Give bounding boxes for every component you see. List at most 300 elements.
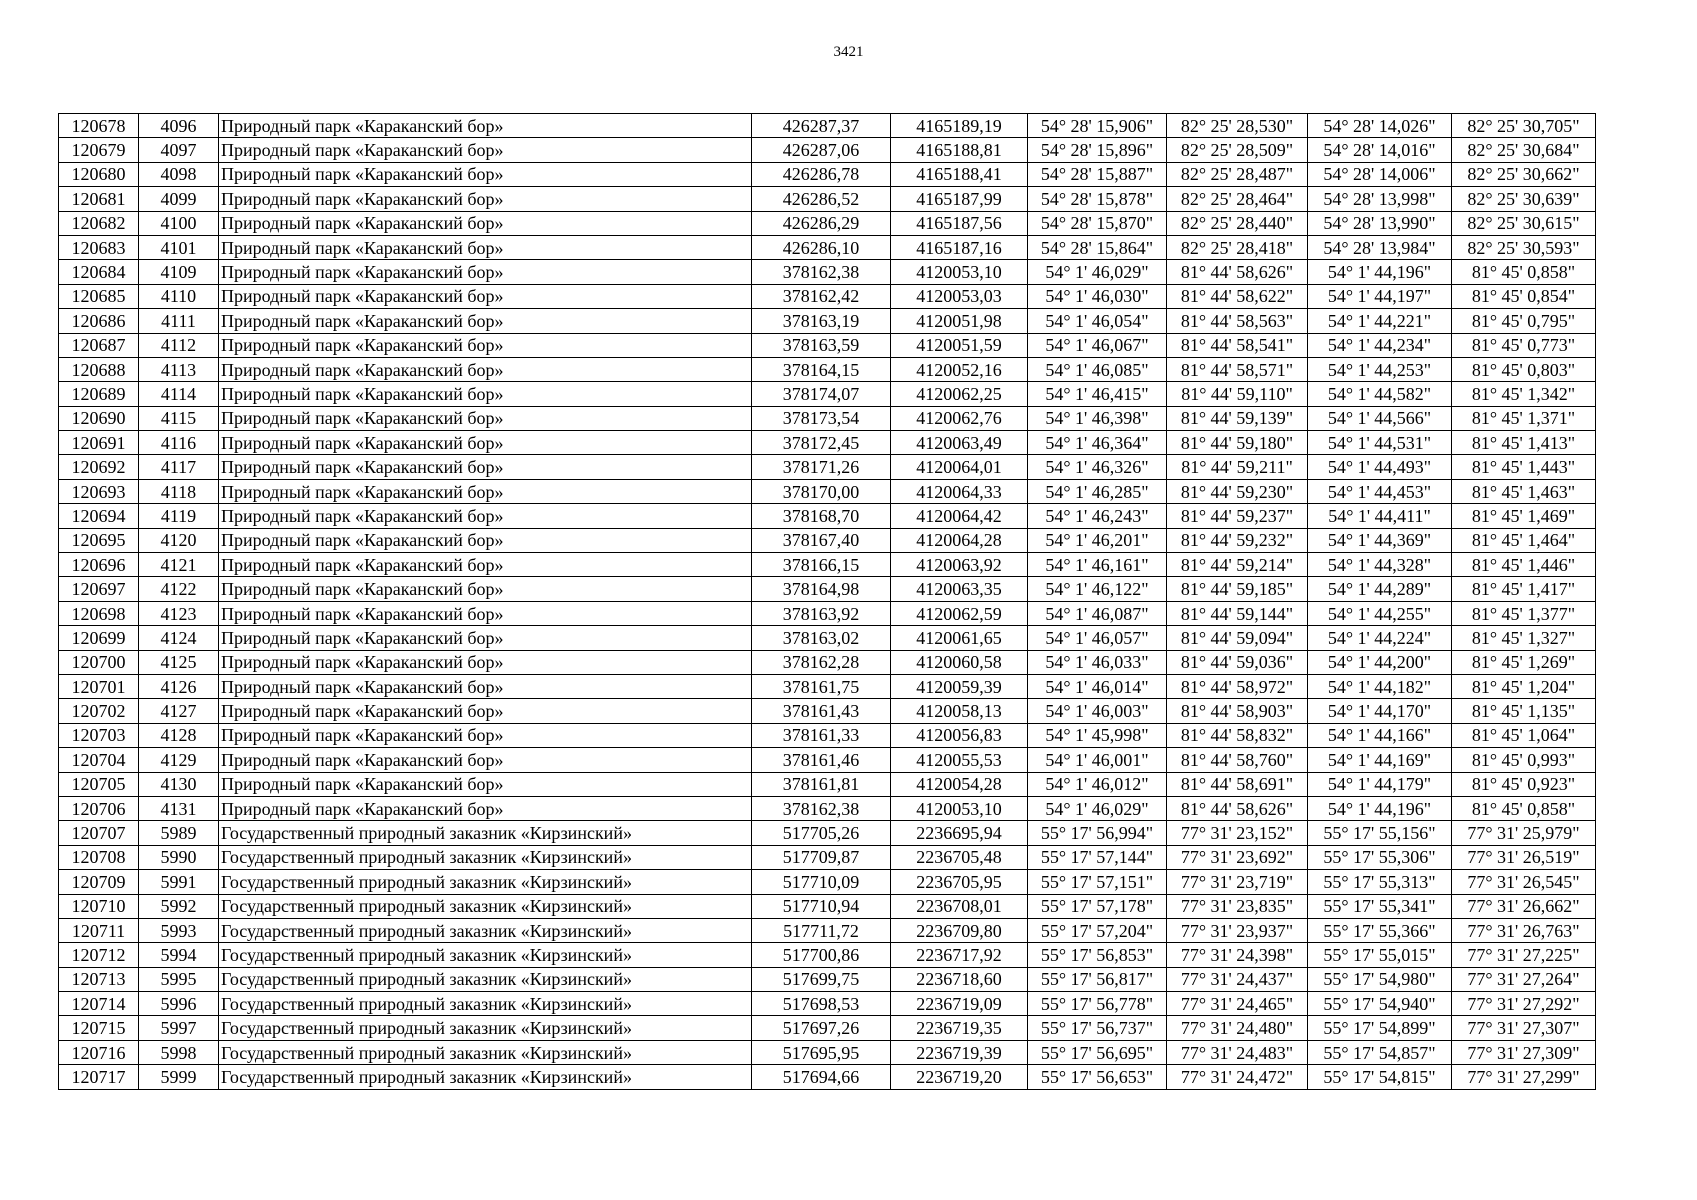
longitude-1-cell: 81° 44' 58,622" (1167, 284, 1308, 308)
coord-y-cell: 4120063,35 (891, 577, 1028, 601)
coord-y-cell: 2236708,01 (891, 894, 1028, 918)
coord-x-cell: 378164,15 (752, 357, 891, 381)
row-number-cell: 120685 (59, 284, 139, 308)
longitude-2-cell: 77° 31' 26,662" (1452, 894, 1596, 918)
latitude-2-cell: 54° 1' 44,582" (1308, 382, 1452, 406)
table-row (59, 821, 1596, 845)
latitude-1-cell: 55° 17' 56,653" (1028, 1065, 1167, 1089)
latitude-1-cell: 54° 1' 46,364" (1028, 431, 1167, 455)
coord-x-cell: 426286,78 (752, 162, 891, 186)
longitude-2-cell: 81° 45' 0,795" (1452, 309, 1596, 333)
object-name-cell: Государственный природный заказник «Кирзинский» (219, 967, 752, 991)
latitude-1-cell: 54° 1' 46,029" (1028, 796, 1167, 820)
longitude-2-cell: 81° 45' 1,443" (1452, 455, 1596, 479)
longitude-1-cell: 81° 44' 58,972" (1167, 674, 1308, 698)
longitude-1-cell: 81° 44' 58,626" (1167, 260, 1308, 284)
object-name-cell: Природный парк «Караканский бор» (219, 601, 752, 625)
table-row (59, 723, 1596, 747)
table-row (59, 528, 1596, 552)
row-number-cell: 120696 (59, 553, 139, 577)
coord-y-cell: 4120051,59 (891, 333, 1028, 357)
latitude-1-cell: 54° 1' 46,085" (1028, 357, 1167, 381)
latitude-2-cell: 54° 28' 13,984" (1308, 235, 1452, 259)
object-name-cell: Природный парк «Караканский бор» (219, 162, 752, 186)
coord-y-cell: 4120051,98 (891, 309, 1028, 333)
table-row (59, 796, 1596, 820)
longitude-1-cell: 77° 31' 24,398" (1167, 943, 1308, 967)
longitude-2-cell: 81° 45' 1,463" (1452, 479, 1596, 503)
point-number-cell: 4130 (139, 772, 219, 796)
latitude-2-cell: 54° 1' 44,255" (1308, 601, 1452, 625)
longitude-2-cell: 77° 31' 26,545" (1452, 870, 1596, 894)
point-number-cell: 4129 (139, 748, 219, 772)
table-row (59, 870, 1596, 894)
table-row (59, 455, 1596, 479)
object-name-cell: Природный парк «Караканский бор» (219, 406, 752, 430)
object-name-cell: Природный парк «Караканский бор» (219, 260, 752, 284)
row-number-cell: 120687 (59, 333, 139, 357)
row-number-cell: 120686 (59, 309, 139, 333)
coord-y-cell: 4120052,16 (891, 357, 1028, 381)
coord-y-cell: 4120063,49 (891, 431, 1028, 455)
table-row (59, 309, 1596, 333)
table-row (59, 699, 1596, 723)
point-number-cell: 4131 (139, 796, 219, 820)
object-name-cell: Природный парк «Караканский бор» (219, 284, 752, 308)
latitude-2-cell: 55° 17' 55,015" (1308, 943, 1452, 967)
longitude-2-cell: 77° 31' 25,979" (1452, 821, 1596, 845)
longitude-2-cell: 82° 25' 30,639" (1452, 187, 1596, 211)
coord-x-cell: 378164,98 (752, 577, 891, 601)
coord-x-cell: 517694,66 (752, 1065, 891, 1089)
object-name-cell: Природный парк «Караканский бор» (219, 138, 752, 162)
point-number-cell: 4121 (139, 553, 219, 577)
row-number-cell: 120704 (59, 748, 139, 772)
latitude-1-cell: 54° 1' 46,029" (1028, 260, 1167, 284)
coord-y-cell: 4165188,41 (891, 162, 1028, 186)
latitude-1-cell: 55° 17' 56,695" (1028, 1040, 1167, 1064)
coord-y-cell: 4120056,83 (891, 723, 1028, 747)
longitude-1-cell: 81° 44' 59,036" (1167, 650, 1308, 674)
longitude-1-cell: 82° 25' 28,440" (1167, 211, 1308, 235)
row-number-cell: 120693 (59, 479, 139, 503)
table-row (59, 284, 1596, 308)
latitude-1-cell: 55° 17' 56,994" (1028, 821, 1167, 845)
latitude-2-cell: 54° 1' 44,196" (1308, 796, 1452, 820)
row-number-cell: 120701 (59, 674, 139, 698)
object-name-cell: Природный парк «Караканский бор» (219, 455, 752, 479)
latitude-1-cell: 55° 17' 56,737" (1028, 1016, 1167, 1040)
object-name-cell: Природный парк «Караканский бор» (219, 553, 752, 577)
latitude-2-cell: 54° 1' 44,234" (1308, 333, 1452, 357)
longitude-2-cell: 81° 45' 1,413" (1452, 431, 1596, 455)
coord-x-cell: 517699,75 (752, 967, 891, 991)
latitude-2-cell: 54° 1' 44,328" (1308, 553, 1452, 577)
latitude-2-cell: 54° 1' 44,221" (1308, 309, 1452, 333)
longitude-2-cell: 81° 45' 1,469" (1452, 504, 1596, 528)
point-number-cell: 4127 (139, 699, 219, 723)
longitude-1-cell: 81° 44' 59,144" (1167, 601, 1308, 625)
object-name-cell: Природный парк «Караканский бор» (219, 431, 752, 455)
coord-y-cell: 4165187,56 (891, 211, 1028, 235)
latitude-2-cell: 55° 17' 54,940" (1308, 992, 1452, 1016)
latitude-1-cell: 54° 1' 46,033" (1028, 650, 1167, 674)
table-row (59, 138, 1596, 162)
longitude-1-cell: 81° 44' 58,626" (1167, 796, 1308, 820)
coord-x-cell: 517710,94 (752, 894, 891, 918)
coord-x-cell: 378162,42 (752, 284, 891, 308)
row-number-cell: 120690 (59, 406, 139, 430)
coordinates-table (58, 113, 1596, 1090)
latitude-1-cell: 54° 1' 46,067" (1028, 333, 1167, 357)
latitude-2-cell: 55° 17' 54,899" (1308, 1016, 1452, 1040)
longitude-1-cell: 81° 44' 59,230" (1167, 479, 1308, 503)
row-number-cell: 120715 (59, 1016, 139, 1040)
row-number-cell: 120683 (59, 235, 139, 259)
coord-x-cell: 517695,95 (752, 1040, 891, 1064)
longitude-2-cell: 77° 31' 26,763" (1452, 918, 1596, 942)
coord-x-cell: 378168,70 (752, 504, 891, 528)
latitude-2-cell: 54° 1' 44,411" (1308, 504, 1452, 528)
coord-x-cell: 378173,54 (752, 406, 891, 430)
latitude-2-cell: 54° 1' 44,493" (1308, 455, 1452, 479)
table-row (59, 601, 1596, 625)
latitude-2-cell: 54° 1' 44,253" (1308, 357, 1452, 381)
point-number-cell: 4099 (139, 187, 219, 211)
object-name-cell: Природный парк «Караканский бор» (219, 650, 752, 674)
coord-y-cell: 4120053,03 (891, 284, 1028, 308)
table-row (59, 1016, 1596, 1040)
latitude-2-cell: 54° 1' 44,170" (1308, 699, 1452, 723)
latitude-2-cell: 55° 17' 55,341" (1308, 894, 1452, 918)
point-number-cell: 4097 (139, 138, 219, 162)
row-number-cell: 120702 (59, 699, 139, 723)
longitude-1-cell: 81° 44' 59,139" (1167, 406, 1308, 430)
longitude-2-cell: 77° 31' 27,292" (1452, 992, 1596, 1016)
coord-x-cell: 378161,43 (752, 699, 891, 723)
latitude-2-cell: 54° 1' 44,179" (1308, 772, 1452, 796)
coord-y-cell: 2236695,94 (891, 821, 1028, 845)
latitude-1-cell: 54° 1' 46,122" (1028, 577, 1167, 601)
point-number-cell: 4111 (139, 309, 219, 333)
longitude-2-cell: 82° 25' 30,662" (1452, 162, 1596, 186)
table-row (59, 577, 1596, 601)
longitude-1-cell: 81° 44' 59,180" (1167, 431, 1308, 455)
table-row (59, 211, 1596, 235)
table-row (59, 845, 1596, 869)
coord-x-cell: 426287,37 (752, 114, 891, 138)
longitude-2-cell: 81° 45' 0,854" (1452, 284, 1596, 308)
coord-x-cell: 426286,29 (752, 211, 891, 235)
coord-x-cell: 378162,38 (752, 260, 891, 284)
row-number-cell: 120717 (59, 1065, 139, 1089)
object-name-cell: Государственный природный заказник «Кирзинский» (219, 943, 752, 967)
coord-x-cell: 378172,45 (752, 431, 891, 455)
row-number-cell: 120684 (59, 260, 139, 284)
table-row (59, 235, 1596, 259)
longitude-1-cell: 81° 44' 59,185" (1167, 577, 1308, 601)
latitude-2-cell: 54° 1' 44,453" (1308, 479, 1452, 503)
longitude-1-cell: 82° 25' 28,464" (1167, 187, 1308, 211)
longitude-2-cell: 81° 45' 1,371" (1452, 406, 1596, 430)
object-name-cell: Природный парк «Караканский бор» (219, 211, 752, 235)
object-name-cell: Природный парк «Караканский бор» (219, 626, 752, 650)
longitude-1-cell: 81° 44' 58,832" (1167, 723, 1308, 747)
coord-y-cell: 4165187,99 (891, 187, 1028, 211)
table-row (59, 260, 1596, 284)
row-number-cell: 120688 (59, 357, 139, 381)
latitude-1-cell: 54° 28' 15,870" (1028, 211, 1167, 235)
longitude-1-cell: 77° 31' 23,152" (1167, 821, 1308, 845)
point-number-cell: 5993 (139, 918, 219, 942)
object-name-cell: Природный парк «Караканский бор» (219, 796, 752, 820)
latitude-1-cell: 54° 1' 46,201" (1028, 528, 1167, 552)
longitude-2-cell: 77° 31' 26,519" (1452, 845, 1596, 869)
row-number-cell: 120703 (59, 723, 139, 747)
longitude-2-cell: 82° 25' 30,615" (1452, 211, 1596, 235)
coord-x-cell: 378161,46 (752, 748, 891, 772)
coord-x-cell: 426287,06 (752, 138, 891, 162)
latitude-1-cell: 54° 1' 46,012" (1028, 772, 1167, 796)
coord-y-cell: 4120060,58 (891, 650, 1028, 674)
point-number-cell: 4119 (139, 504, 219, 528)
latitude-1-cell: 55° 17' 56,778" (1028, 992, 1167, 1016)
longitude-2-cell: 82° 25' 30,705" (1452, 114, 1596, 138)
latitude-1-cell: 54° 28' 15,878" (1028, 187, 1167, 211)
table-row (59, 333, 1596, 357)
longitude-2-cell: 81° 45' 0,803" (1452, 357, 1596, 381)
longitude-1-cell: 82° 25' 28,509" (1167, 138, 1308, 162)
coord-x-cell: 378163,19 (752, 309, 891, 333)
coord-y-cell: 4120061,65 (891, 626, 1028, 650)
point-number-cell: 5997 (139, 1016, 219, 1040)
longitude-1-cell: 82° 25' 28,530" (1167, 114, 1308, 138)
object-name-cell: Природный парк «Караканский бор» (219, 187, 752, 211)
longitude-2-cell: 77° 31' 27,225" (1452, 943, 1596, 967)
row-number-cell: 120692 (59, 455, 139, 479)
latitude-2-cell: 54° 28' 13,998" (1308, 187, 1452, 211)
latitude-2-cell: 54° 1' 44,200" (1308, 650, 1452, 674)
latitude-2-cell: 55° 17' 55,313" (1308, 870, 1452, 894)
coord-y-cell: 4120054,28 (891, 772, 1028, 796)
point-number-cell: 4117 (139, 455, 219, 479)
latitude-1-cell: 55° 17' 57,204" (1028, 918, 1167, 942)
object-name-cell: Природный парк «Караканский бор» (219, 382, 752, 406)
longitude-2-cell: 77° 31' 27,299" (1452, 1065, 1596, 1089)
longitude-2-cell: 77° 31' 27,307" (1452, 1016, 1596, 1040)
coord-y-cell: 2236719,09 (891, 992, 1028, 1016)
object-name-cell: Природный парк «Караканский бор» (219, 528, 752, 552)
latitude-2-cell: 55° 17' 54,815" (1308, 1065, 1452, 1089)
row-number-cell: 120706 (59, 796, 139, 820)
latitude-2-cell: 54° 1' 44,289" (1308, 577, 1452, 601)
row-number-cell: 120716 (59, 1040, 139, 1064)
object-name-cell: Государственный природный заказник «Кирзинский» (219, 821, 752, 845)
table-row (59, 772, 1596, 796)
longitude-1-cell: 81° 44' 59,211" (1167, 455, 1308, 479)
object-name-cell: Государственный природный заказник «Кирзинский» (219, 992, 752, 1016)
latitude-2-cell: 55° 17' 54,980" (1308, 967, 1452, 991)
table-row (59, 479, 1596, 503)
row-number-cell: 120712 (59, 943, 139, 967)
point-number-cell: 4109 (139, 260, 219, 284)
row-number-cell: 120711 (59, 918, 139, 942)
longitude-2-cell: 81° 45' 1,342" (1452, 382, 1596, 406)
latitude-2-cell: 54° 1' 44,166" (1308, 723, 1452, 747)
latitude-1-cell: 55° 17' 56,853" (1028, 943, 1167, 967)
point-number-cell: 4112 (139, 333, 219, 357)
coord-x-cell: 378171,26 (752, 455, 891, 479)
coord-y-cell: 2236719,35 (891, 1016, 1028, 1040)
row-number-cell: 120700 (59, 650, 139, 674)
longitude-2-cell: 81° 45' 1,204" (1452, 674, 1596, 698)
object-name-cell: Природный парк «Караканский бор» (219, 772, 752, 796)
row-number-cell: 120699 (59, 626, 139, 650)
coord-x-cell: 517700,86 (752, 943, 891, 967)
object-name-cell: Природный парк «Караканский бор» (219, 504, 752, 528)
table-row (59, 1040, 1596, 1064)
row-number-cell: 120689 (59, 382, 139, 406)
coord-y-cell: 4120064,01 (891, 455, 1028, 479)
coord-x-cell: 378167,40 (752, 528, 891, 552)
longitude-2-cell: 81° 45' 1,327" (1452, 626, 1596, 650)
longitude-1-cell: 81° 44' 59,214" (1167, 553, 1308, 577)
coord-y-cell: 2236705,95 (891, 870, 1028, 894)
coord-x-cell: 517709,87 (752, 845, 891, 869)
coord-y-cell: 4120064,28 (891, 528, 1028, 552)
longitude-1-cell: 77° 31' 24,437" (1167, 967, 1308, 991)
latitude-1-cell: 55° 17' 57,151" (1028, 870, 1167, 894)
coord-y-cell: 4120064,33 (891, 479, 1028, 503)
longitude-1-cell: 77° 31' 24,465" (1167, 992, 1308, 1016)
longitude-1-cell: 81° 44' 59,232" (1167, 528, 1308, 552)
longitude-2-cell: 81° 45' 0,858" (1452, 260, 1596, 284)
object-name-cell: Природный парк «Караканский бор» (219, 577, 752, 601)
latitude-1-cell: 54° 1' 46,057" (1028, 626, 1167, 650)
longitude-1-cell: 81° 44' 58,691" (1167, 772, 1308, 796)
longitude-2-cell: 77° 31' 27,309" (1452, 1040, 1596, 1064)
coord-x-cell: 378174,07 (752, 382, 891, 406)
longitude-1-cell: 81° 44' 59,094" (1167, 626, 1308, 650)
longitude-1-cell: 81° 44' 58,903" (1167, 699, 1308, 723)
table-row (59, 357, 1596, 381)
point-number-cell: 5991 (139, 870, 219, 894)
latitude-1-cell: 54° 1' 46,285" (1028, 479, 1167, 503)
longitude-2-cell: 81° 45' 1,446" (1452, 553, 1596, 577)
coord-y-cell: 4120053,10 (891, 260, 1028, 284)
coord-y-cell: 2236718,60 (891, 967, 1028, 991)
table-row (59, 162, 1596, 186)
latitude-2-cell: 54° 28' 14,016" (1308, 138, 1452, 162)
longitude-2-cell: 82° 25' 30,684" (1452, 138, 1596, 162)
object-name-cell: Государственный природный заказник «Кирзинский» (219, 1065, 752, 1089)
object-name-cell: Природный парк «Караканский бор» (219, 114, 752, 138)
object-name-cell: Природный парк «Караканский бор» (219, 674, 752, 698)
coord-y-cell: 4120058,13 (891, 699, 1028, 723)
latitude-1-cell: 54° 1' 46,014" (1028, 674, 1167, 698)
longitude-1-cell: 81° 44' 59,237" (1167, 504, 1308, 528)
point-number-cell: 4120 (139, 528, 219, 552)
table-row (59, 431, 1596, 455)
point-number-cell: 5996 (139, 992, 219, 1016)
table-row (59, 894, 1596, 918)
object-name-cell: Природный парк «Караканский бор» (219, 479, 752, 503)
point-number-cell: 5998 (139, 1040, 219, 1064)
point-number-cell: 4123 (139, 601, 219, 625)
coord-x-cell: 378161,33 (752, 723, 891, 747)
row-number-cell: 120705 (59, 772, 139, 796)
longitude-2-cell: 81° 45' 1,064" (1452, 723, 1596, 747)
coord-x-cell: 378162,38 (752, 796, 891, 820)
latitude-1-cell: 54° 1' 46,030" (1028, 284, 1167, 308)
point-number-cell: 5995 (139, 967, 219, 991)
point-number-cell: 5999 (139, 1065, 219, 1089)
latitude-2-cell: 55° 17' 55,156" (1308, 821, 1452, 845)
longitude-1-cell: 77° 31' 23,937" (1167, 918, 1308, 942)
longitude-1-cell: 82° 25' 28,418" (1167, 235, 1308, 259)
latitude-1-cell: 54° 28' 15,906" (1028, 114, 1167, 138)
table-row (59, 626, 1596, 650)
row-number-cell: 120714 (59, 992, 139, 1016)
point-number-cell: 4128 (139, 723, 219, 747)
row-number-cell: 120691 (59, 431, 139, 455)
longitude-1-cell: 77° 31' 24,472" (1167, 1065, 1308, 1089)
coord-y-cell: 4165189,19 (891, 114, 1028, 138)
longitude-1-cell: 77° 31' 23,719" (1167, 870, 1308, 894)
coord-y-cell: 2236709,80 (891, 918, 1028, 942)
object-name-cell: Государственный природный заказник «Кирзинский» (219, 918, 752, 942)
coord-y-cell: 2236719,20 (891, 1065, 1028, 1089)
latitude-2-cell: 54° 1' 44,224" (1308, 626, 1452, 650)
row-number-cell: 120679 (59, 138, 139, 162)
latitude-1-cell: 54° 28' 15,896" (1028, 138, 1167, 162)
point-number-cell: 4100 (139, 211, 219, 235)
point-number-cell: 4118 (139, 479, 219, 503)
row-number-cell: 120708 (59, 845, 139, 869)
point-number-cell: 5992 (139, 894, 219, 918)
row-number-cell: 120680 (59, 162, 139, 186)
row-number-cell: 120695 (59, 528, 139, 552)
latitude-2-cell: 54° 1' 44,182" (1308, 674, 1452, 698)
object-name-cell: Природный парк «Караканский бор» (219, 333, 752, 357)
longitude-2-cell: 81° 45' 1,377" (1452, 601, 1596, 625)
latitude-2-cell: 54° 28' 13,990" (1308, 211, 1452, 235)
point-number-cell: 4101 (139, 235, 219, 259)
table-row (59, 967, 1596, 991)
point-number-cell: 4126 (139, 674, 219, 698)
longitude-1-cell: 81° 44' 58,571" (1167, 357, 1308, 381)
coord-x-cell: 378163,92 (752, 601, 891, 625)
latitude-1-cell: 54° 1' 46,087" (1028, 601, 1167, 625)
latitude-2-cell: 54° 1' 44,196" (1308, 260, 1452, 284)
longitude-2-cell: 81° 45' 1,269" (1452, 650, 1596, 674)
row-number-cell: 120694 (59, 504, 139, 528)
point-number-cell: 4110 (139, 284, 219, 308)
longitude-1-cell: 77° 31' 23,835" (1167, 894, 1308, 918)
coord-y-cell: 4165187,16 (891, 235, 1028, 259)
latitude-1-cell: 55° 17' 57,178" (1028, 894, 1167, 918)
point-number-cell: 5994 (139, 943, 219, 967)
latitude-1-cell: 54° 1' 46,398" (1028, 406, 1167, 430)
latitude-1-cell: 54° 28' 15,887" (1028, 162, 1167, 186)
coord-x-cell: 517705,26 (752, 821, 891, 845)
latitude-1-cell: 54° 1' 46,161" (1028, 553, 1167, 577)
longitude-2-cell: 82° 25' 30,593" (1452, 235, 1596, 259)
latitude-1-cell: 54° 1' 46,003" (1028, 699, 1167, 723)
coord-y-cell: 2236719,39 (891, 1040, 1028, 1064)
latitude-1-cell: 54° 28' 15,864" (1028, 235, 1167, 259)
point-number-cell: 4122 (139, 577, 219, 601)
